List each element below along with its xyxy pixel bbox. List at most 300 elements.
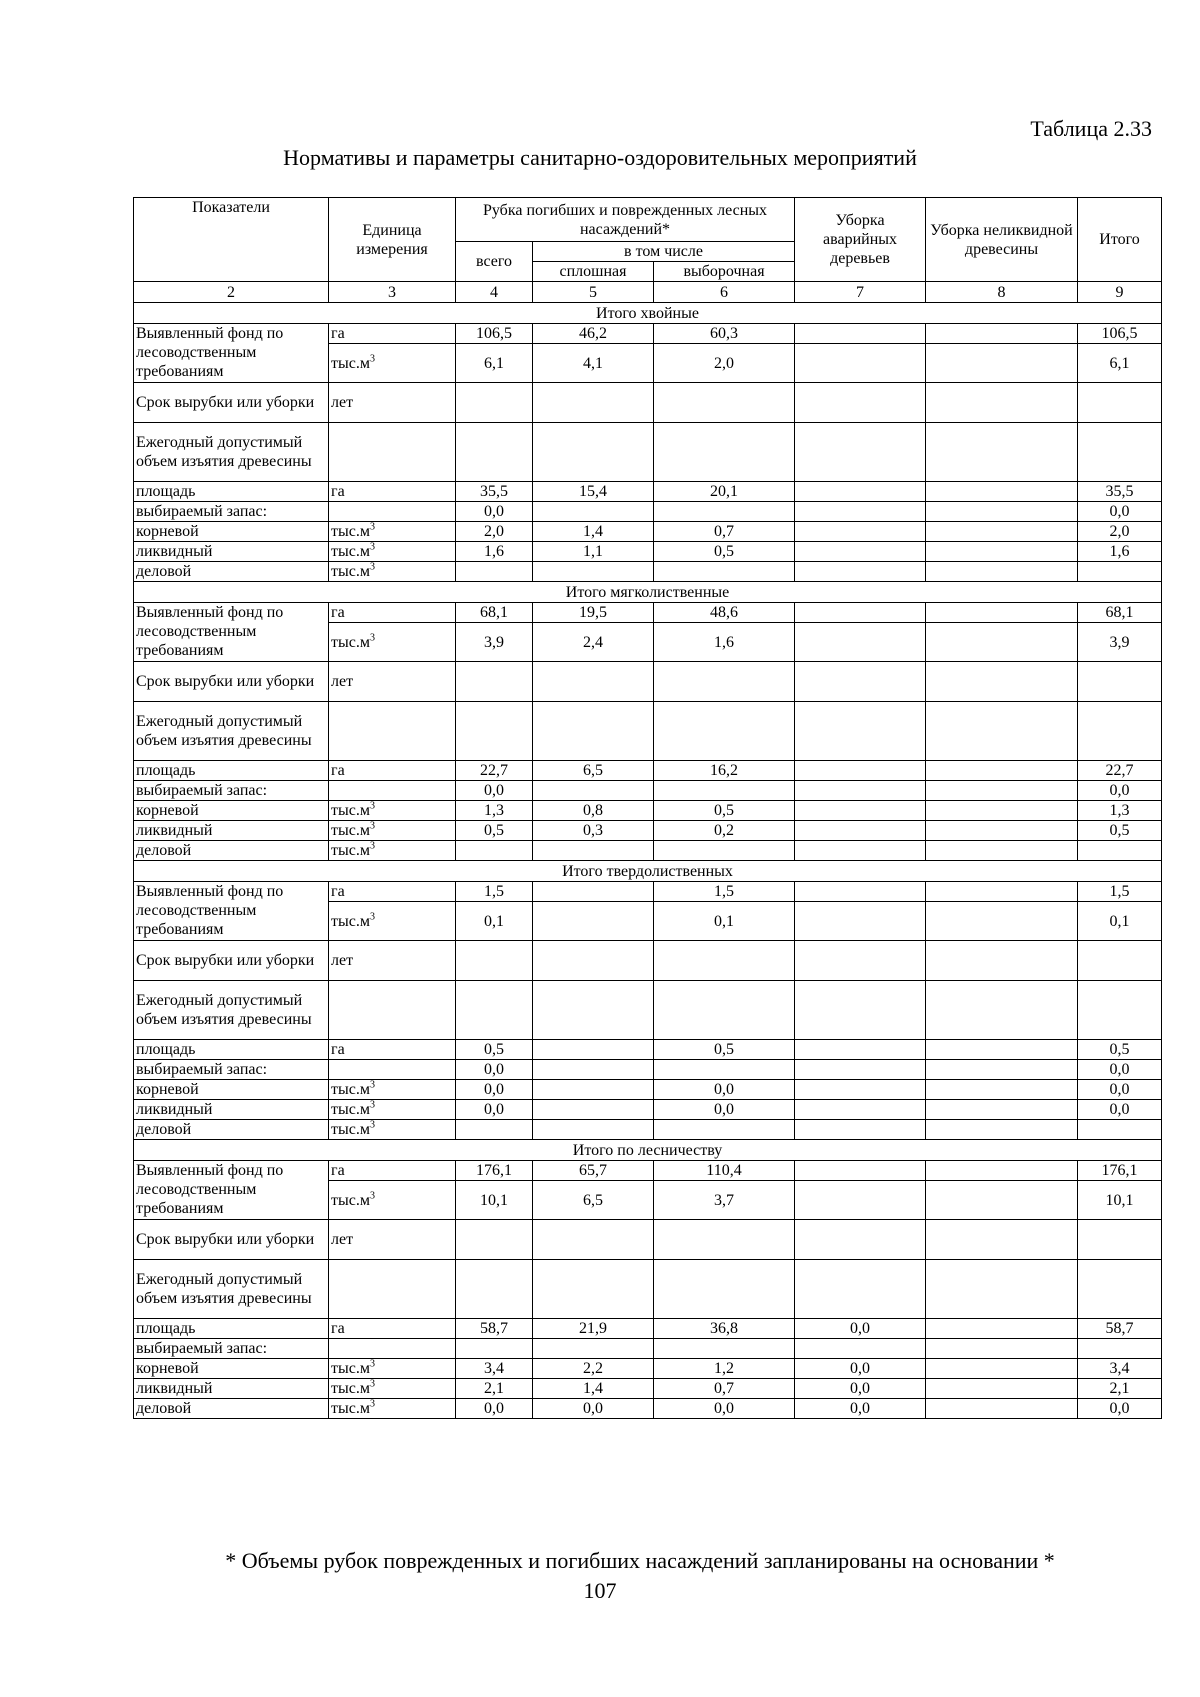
value-cell: 1,4	[533, 1379, 654, 1399]
value-cell: 68,1	[1078, 603, 1162, 623]
unit-cell	[329, 1379, 456, 1399]
value-cell	[654, 423, 795, 482]
unit-cell	[329, 1100, 456, 1120]
value-cell: 35,5	[1078, 482, 1162, 502]
value-cell	[1078, 702, 1162, 761]
value-cell	[795, 902, 926, 941]
section-title: Итого твердолиственных	[134, 861, 1162, 882]
value-cell: 21,9	[533, 1319, 654, 1339]
unit-text: тыс.м	[331, 912, 370, 930]
value-cell	[926, 1120, 1078, 1140]
value-cell	[926, 1181, 1078, 1220]
value-cell: 65,7	[533, 1161, 654, 1181]
table-title: Нормативы и параметры санитарно-оздоровительных мероприятий	[283, 145, 917, 170]
unit-cell	[329, 1120, 456, 1140]
table-row	[134, 423, 1162, 482]
value-cell: 0,0	[456, 1100, 533, 1120]
value-cell	[926, 1161, 1078, 1181]
value-cell	[926, 1100, 1078, 1120]
value-cell: 2,4	[533, 623, 654, 662]
value-cell: 60,3	[654, 324, 795, 344]
value-cell	[456, 383, 533, 423]
row-label-liquid: ликвидный	[134, 821, 329, 841]
value-cell: 48,6	[654, 603, 795, 623]
value-cell	[533, 383, 654, 423]
value-cell: 6,5	[533, 1181, 654, 1220]
row-label-business: деловой	[134, 1120, 329, 1140]
value-cell	[926, 1399, 1078, 1419]
value-cell	[795, 1220, 926, 1260]
value-cell: 1,5	[1078, 882, 1162, 902]
value-cell	[533, 1220, 654, 1260]
row-label-root: корневой	[134, 801, 329, 821]
value-cell	[533, 941, 654, 981]
value-cell: 0,3	[533, 821, 654, 841]
col-number: 8	[926, 282, 1078, 303]
value-cell	[654, 662, 795, 702]
value-cell	[1078, 423, 1162, 482]
value-cell	[795, 562, 926, 582]
unit-superscript: 3	[369, 1378, 375, 1390]
value-cell	[456, 941, 533, 981]
value-cell: 1,5	[654, 882, 795, 902]
value-cell: 3,4	[1078, 1359, 1162, 1379]
unit-cell	[329, 1181, 456, 1220]
unit-text: тыс.м	[331, 1380, 370, 1397]
unit-cell	[329, 603, 456, 623]
row-label-area: площадь	[134, 1040, 329, 1060]
table-row	[134, 1060, 1162, 1080]
table-row	[134, 821, 1162, 841]
value-cell	[654, 781, 795, 801]
unit-cell	[329, 1040, 456, 1060]
table-row	[134, 1319, 1162, 1339]
value-cell	[926, 761, 1078, 781]
value-cell	[795, 662, 926, 702]
footnote-text: * Объемы рубок поврежденных и погибших насаждений запланированы на основании *	[225, 1548, 1055, 1573]
unit-superscript: 3	[369, 820, 375, 832]
value-cell: 6,5	[533, 761, 654, 781]
row-label-term: Срок вырубки или уборки	[134, 383, 329, 423]
row-label-liquid: ликвидный	[134, 542, 329, 562]
unit-cell	[329, 702, 456, 761]
section-row	[134, 861, 1162, 882]
unit-superscript: 3	[369, 521, 375, 533]
unit-cell	[329, 941, 456, 981]
value-cell	[795, 761, 926, 781]
table-row	[134, 761, 1162, 781]
header-felling: Рубка погибших и поврежденных лесных насаждений*	[456, 198, 795, 242]
value-cell: 0,5	[654, 1040, 795, 1060]
unit-text: га	[331, 762, 345, 779]
table-row	[134, 542, 1162, 562]
unit-cell	[329, 902, 456, 941]
value-cell: 2,1	[456, 1379, 533, 1399]
row-label-stock: выбираемый запас:	[134, 781, 329, 801]
value-cell	[533, 1080, 654, 1100]
unit-cell	[329, 801, 456, 821]
value-cell	[1078, 383, 1162, 423]
value-cell	[456, 662, 533, 702]
unit-cell	[329, 383, 456, 423]
value-cell	[926, 423, 1078, 482]
row-label-area: площадь	[134, 482, 329, 502]
value-cell	[795, 522, 926, 542]
value-cell: 68,1	[456, 603, 533, 623]
value-cell: 1,3	[1078, 801, 1162, 821]
row-label-area: площадь	[134, 761, 329, 781]
table-row	[134, 1080, 1162, 1100]
value-cell: 0,5	[1078, 1040, 1162, 1060]
value-cell	[795, 324, 926, 344]
unit-text: лет	[331, 394, 354, 411]
row-label-business: деловой	[134, 1399, 329, 1419]
unit-text: тыс.м	[331, 543, 370, 560]
value-cell	[926, 882, 1078, 902]
header-total: Итого	[1078, 198, 1162, 282]
value-cell	[654, 841, 795, 861]
value-cell	[926, 1060, 1078, 1080]
unit-text: тыс.м	[331, 523, 370, 540]
value-cell	[533, 781, 654, 801]
footnote	[0, 1548, 1200, 1574]
value-cell	[795, 1040, 926, 1060]
unit-text: тыс.м	[331, 822, 370, 839]
value-cell	[795, 841, 926, 861]
value-cell	[456, 423, 533, 482]
value-cell: 6,1	[456, 344, 533, 383]
table-row	[134, 662, 1162, 702]
value-cell: 0,0	[1078, 1080, 1162, 1100]
unit-text: лет	[331, 952, 354, 969]
value-cell	[654, 502, 795, 522]
value-cell	[926, 781, 1078, 801]
unit-superscript: 3	[369, 1079, 375, 1091]
unit-text: тыс.м	[331, 633, 370, 651]
value-cell: 2,0	[1078, 522, 1162, 542]
value-cell: 1,1	[533, 542, 654, 562]
section-row	[134, 582, 1162, 603]
value-cell	[926, 841, 1078, 861]
unit-cell	[329, 423, 456, 482]
value-cell	[1078, 1220, 1162, 1260]
header-indicators: Показатели	[134, 198, 329, 282]
table-row	[134, 502, 1162, 522]
value-cell: 0,0	[456, 781, 533, 801]
value-cell: 22,7	[1078, 761, 1162, 781]
unit-text: тыс.м	[331, 842, 370, 859]
value-cell: 0,0	[1078, 502, 1162, 522]
value-cell: 0,0	[795, 1319, 926, 1339]
value-cell: 0,1	[654, 902, 795, 941]
value-cell	[654, 1260, 795, 1319]
unit-cell	[329, 482, 456, 502]
unit-superscript: 3	[369, 353, 375, 365]
value-cell: 46,2	[533, 324, 654, 344]
table-row	[134, 482, 1162, 502]
unit-cell	[329, 662, 456, 702]
value-cell: 0,0	[1078, 1399, 1162, 1419]
value-cell	[926, 542, 1078, 562]
value-cell	[456, 562, 533, 582]
value-cell: 0,0	[1078, 1060, 1162, 1080]
unit-cell	[329, 344, 456, 383]
value-cell: 0,1	[1078, 902, 1162, 941]
col-number: 3	[329, 282, 456, 303]
value-cell: 36,8	[654, 1319, 795, 1339]
value-cell	[533, 1260, 654, 1319]
value-cell	[456, 1120, 533, 1140]
table-row	[134, 1100, 1162, 1120]
unit-text: лет	[331, 673, 354, 690]
value-cell	[533, 1120, 654, 1140]
value-cell: 19,5	[533, 603, 654, 623]
value-cell	[1078, 941, 1162, 981]
value-cell: 3,7	[654, 1181, 795, 1220]
table-row	[134, 324, 1162, 344]
unit-superscript: 3	[369, 632, 375, 644]
row-label-business: деловой	[134, 562, 329, 582]
header-including: в том числе	[533, 242, 795, 262]
unit-text: лет	[331, 1231, 354, 1248]
unit-cell	[329, 1260, 456, 1319]
value-cell	[456, 1339, 533, 1359]
row-label-fund: Выявленный фонд по лесоводственным требованиям	[134, 603, 329, 662]
value-cell	[533, 1040, 654, 1060]
value-cell: 16,2	[654, 761, 795, 781]
value-cell: 3,4	[456, 1359, 533, 1379]
row-label-term: Срок вырубки или уборки	[134, 662, 329, 702]
unit-text: тыс.м	[331, 354, 370, 372]
value-cell	[926, 324, 1078, 344]
unit-cell	[329, 1060, 456, 1080]
value-cell	[533, 882, 654, 902]
value-cell: 0,0	[795, 1379, 926, 1399]
unit-cell	[329, 1319, 456, 1339]
value-cell	[654, 702, 795, 761]
value-cell	[654, 1339, 795, 1359]
row-label-fund: Выявленный фонд по лесоводственным требованиям	[134, 1161, 329, 1220]
value-cell	[795, 781, 926, 801]
unit-superscript: 3	[369, 1119, 375, 1131]
value-cell	[1078, 1339, 1162, 1359]
unit-cell	[329, 761, 456, 781]
table-row	[134, 1120, 1162, 1140]
unit-text: тыс.м	[331, 563, 370, 580]
page-number: 107	[583, 1578, 617, 1603]
row-label-term: Срок вырубки или уборки	[134, 1220, 329, 1260]
col-number: 9	[1078, 282, 1162, 303]
col-number: 2	[134, 282, 329, 303]
unit-text: тыс.м	[331, 1121, 370, 1138]
unit-superscript: 3	[369, 1358, 375, 1370]
table-row	[134, 941, 1162, 981]
unit-superscript: 3	[369, 1190, 375, 1202]
value-cell	[654, 981, 795, 1040]
value-cell	[795, 1120, 926, 1140]
col-number: 7	[795, 282, 926, 303]
sanitary-measures-table	[133, 197, 1162, 1419]
row-label-stock: выбираемый запас:	[134, 1060, 329, 1080]
value-cell: 0,0	[456, 1080, 533, 1100]
value-cell	[926, 562, 1078, 582]
unit-superscript: 3	[369, 911, 375, 923]
value-cell: 110,4	[654, 1161, 795, 1181]
value-cell: 0,0	[1078, 1100, 1162, 1120]
section-title: Итого хвойные	[134, 303, 1162, 324]
value-cell: 0,0	[654, 1399, 795, 1419]
col-number: 5	[533, 282, 654, 303]
value-cell	[795, 482, 926, 502]
value-cell	[926, 383, 1078, 423]
unit-cell	[329, 1080, 456, 1100]
value-cell	[456, 1220, 533, 1260]
unit-cell	[329, 821, 456, 841]
value-cell	[926, 344, 1078, 383]
value-cell	[533, 1100, 654, 1120]
value-cell	[533, 902, 654, 941]
value-cell: 0,1	[456, 902, 533, 941]
value-cell: 0,0	[1078, 781, 1162, 801]
value-cell: 0,0	[456, 1399, 533, 1419]
value-cell: 58,7	[456, 1319, 533, 1339]
table-caption: Таблица 2.33	[1030, 116, 1152, 141]
unit-text: га	[331, 883, 345, 900]
unit-cell	[329, 841, 456, 861]
row-label-liquid: ликвидный	[134, 1379, 329, 1399]
header-unit: Единица измерения	[329, 198, 456, 282]
header-emergency: Уборка аварийных деревьев	[795, 198, 926, 282]
row-label-root: корневой	[134, 1080, 329, 1100]
value-cell	[795, 542, 926, 562]
value-cell	[1078, 662, 1162, 702]
value-cell	[795, 801, 926, 821]
unit-cell	[329, 1161, 456, 1181]
table-row	[134, 1040, 1162, 1060]
col-number: 4	[456, 282, 533, 303]
value-cell	[795, 344, 926, 383]
value-cell	[926, 941, 1078, 981]
value-cell	[926, 1260, 1078, 1319]
value-cell: 1,5	[456, 882, 533, 902]
row-label-annual: Ежегодный допустимый объем изъятия древесины	[134, 1260, 329, 1319]
unit-text: га	[331, 483, 345, 500]
table-row	[134, 1359, 1162, 1379]
unit-cell	[329, 324, 456, 344]
value-cell	[795, 1161, 926, 1181]
table-row	[134, 981, 1162, 1040]
col-number: 6	[654, 282, 795, 303]
value-cell	[926, 801, 1078, 821]
unit-superscript: 3	[369, 800, 375, 812]
unit-text: га	[331, 1041, 345, 1058]
value-cell: 3,9	[1078, 623, 1162, 662]
table-row	[134, 603, 1162, 623]
value-cell	[533, 1060, 654, 1080]
value-cell: 10,1	[456, 1181, 533, 1220]
value-cell	[926, 1339, 1078, 1359]
value-cell	[795, 1339, 926, 1359]
value-cell	[654, 1120, 795, 1140]
unit-cell	[329, 623, 456, 662]
row-label-annual: Ежегодный допустимый объем изъятия древесины	[134, 702, 329, 761]
value-cell: 2,0	[456, 522, 533, 542]
unit-text: тыс.м	[331, 1360, 370, 1377]
value-cell	[533, 1339, 654, 1359]
header-illiquid: Уборка неликвидной древесины	[926, 198, 1078, 282]
value-cell	[926, 662, 1078, 702]
row-label-root: корневой	[134, 522, 329, 542]
value-cell: 0,5	[654, 801, 795, 821]
value-cell: 2,1	[1078, 1379, 1162, 1399]
value-cell: 0,8	[533, 801, 654, 821]
unit-cell	[329, 522, 456, 542]
value-cell	[533, 981, 654, 1040]
value-cell: 176,1	[456, 1161, 533, 1181]
unit-text: га	[331, 1162, 345, 1179]
value-cell	[1078, 1260, 1162, 1319]
table-row	[134, 1379, 1162, 1399]
value-cell	[1078, 1120, 1162, 1140]
table-row	[134, 562, 1162, 582]
value-cell	[654, 562, 795, 582]
value-cell	[456, 841, 533, 861]
value-cell: 1,4	[533, 522, 654, 542]
value-cell	[795, 623, 926, 662]
value-cell	[926, 623, 1078, 662]
table-row	[134, 383, 1162, 423]
unit-text: тыс.м	[331, 1191, 370, 1209]
value-cell	[795, 1100, 926, 1120]
value-cell	[795, 502, 926, 522]
value-cell	[926, 1379, 1078, 1399]
value-cell	[926, 603, 1078, 623]
value-cell: 0,5	[654, 542, 795, 562]
unit-superscript: 3	[369, 541, 375, 553]
header-clear: сплошная	[533, 262, 654, 282]
value-cell: 3,9	[456, 623, 533, 662]
value-cell	[1078, 562, 1162, 582]
table-row	[134, 882, 1162, 902]
value-cell	[926, 522, 1078, 542]
value-cell: 0,0	[533, 1399, 654, 1419]
unit-superscript: 3	[369, 1398, 375, 1410]
value-cell	[926, 1220, 1078, 1260]
section-title: Итого мягколиственные	[134, 582, 1162, 603]
value-cell: 0,0	[456, 502, 533, 522]
value-cell: 1,3	[456, 801, 533, 821]
value-cell	[533, 562, 654, 582]
value-cell	[654, 1060, 795, 1080]
unit-cell	[329, 781, 456, 801]
unit-cell	[329, 502, 456, 522]
table-row	[134, 801, 1162, 821]
value-cell	[533, 662, 654, 702]
value-cell	[456, 981, 533, 1040]
header-row-1	[134, 198, 1162, 242]
table-row	[134, 1220, 1162, 1260]
value-cell: 0,5	[456, 821, 533, 841]
value-cell: 0,7	[654, 522, 795, 542]
value-cell	[926, 1319, 1078, 1339]
value-cell	[533, 423, 654, 482]
unit-text: тыс.м	[331, 1400, 370, 1417]
table-row	[134, 702, 1162, 761]
value-cell	[926, 1359, 1078, 1379]
table-row	[134, 1339, 1162, 1359]
value-cell: 22,7	[456, 761, 533, 781]
unit-superscript: 3	[369, 840, 375, 852]
